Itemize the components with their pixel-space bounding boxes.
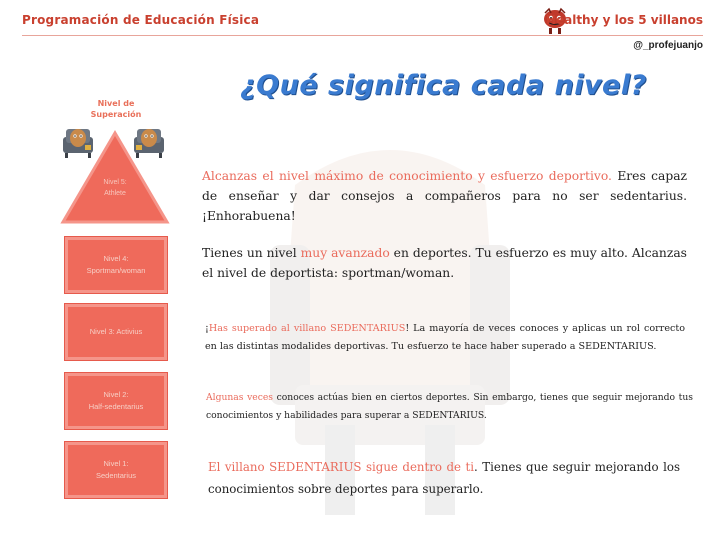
author-handle: @_profejuanjo <box>633 40 703 51</box>
level-1-description: El villano SEDENTARIUS sigue dentro de ti. Tienes que seguir mejorando los conocimientos sobre deportes para superarlo. <box>208 460 680 496</box>
level-2-description: Algunas veces conoces actúas bien en ciertos deportes. Sin embargo, tienes que seguir mejorando tus conocimientos y habilidades para superar a SEDENTARIUS. <box>206 392 694 421</box>
level-3-box: Nivel 3: Activius <box>64 303 168 361</box>
level-3-description: ¡Has superado al villano SEDENTARIUS! La mayoría de veces conoces y aplicas un rol correcto en las distintas modalides deportivas. Tu esfuerzo te hace haber superado a SEDENTARIUS. <box>205 323 685 352</box>
course-title: Programación de Educación Física <box>22 13 260 27</box>
pyramid-title <box>80 98 152 120</box>
potato-chair-icon <box>131 123 167 159</box>
header-divider <box>22 35 703 36</box>
level-5-label: Nivel 5: Athlete <box>103 179 127 197</box>
project-title: Healthy y los 5 villanos <box>545 13 703 27</box>
pyramid-title-line2: Superación <box>90 110 142 119</box>
level-4-description: Tienes un nivel muy avanzado en deportes. Tu esfuerzo es muy alto. Alcanzas el nivel de deportista: sportman/woman. <box>202 246 687 280</box>
level-1-box: Nivel 1: Sedentarius <box>64 441 168 499</box>
level-5-description: Alcanzas el nivel máximo de conocimiento y esfuerzo deportivo. Eres capaz de enseñar y dar consejos a compañeros para no ser sedentarius. ¡Enhorabuena! <box>202 169 688 223</box>
pyramid-title-line1: Nivel de <box>97 99 135 108</box>
potato-chair-icon <box>60 123 96 159</box>
page-title: ¿Qué significa cada nivel? <box>240 70 647 101</box>
level-2-box: Nivel 2: Half-sedentarius <box>64 372 168 430</box>
level-4-box: Nivel 4: Sportman/woman <box>64 236 168 294</box>
